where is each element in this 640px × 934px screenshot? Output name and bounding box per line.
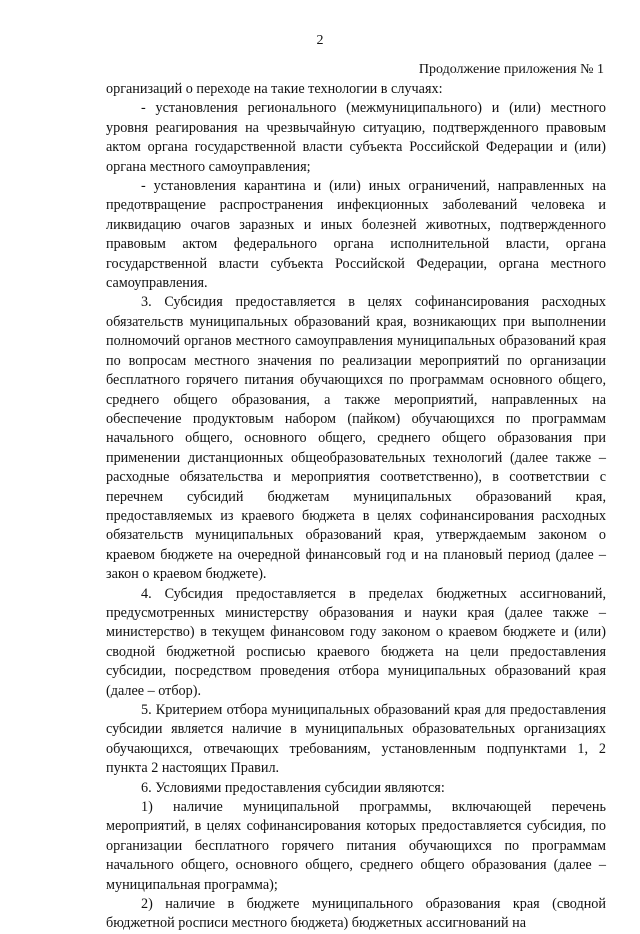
paragraph: - установления регионального (межмуниципального) и (или) местного уровня реагирования на чрезвычайную ситуацию, подтвержденного правовым актом органа государственной власти субъекта Российской Федерации и (или) органа местного самоуправления;: [106, 100, 606, 175]
paragraph: 3. Субсидия предоставляется в целях софинансирования расходных обязательств муниципальных образований края, возникающих при выполнении полномочий органов местного самоуправления муниципальных образований края по вопросам местного значения по реализации мероприятий по организации бесплатного горячего питания обучающихся по программам основного общего, среднего общего образования, а также мероприятий, направленных на обеспечение продуктовым набором (пайком) обучающихся по программам начального общего, основного общего, среднего общего образования при применении дистанционных общеобразовательных технологий (далее также – расходные обязательства и мероприятия соответственно), в соответствии с перечнем субсидий бюджетам муниципальных образований края, предоставляемых из краевого бюджета в целях софинансирования расходных обязательств муниципальных образований края, утверждаемым законом о краевом бюджете на очередной финансовый год и на плановый период (далее – закон о краевом бюджете).: [106, 294, 606, 583]
page-number: 2: [316, 33, 324, 48]
paragraph: 1) наличие муниципальной программы, включающей перечень мероприятий, в целях софинансирования которых предоставляется субсидия, по организации бесплатного горячего питания обучающихся по программам начального общего, основного общего, среднего общего образования (далее – муниципальная программа);: [106, 799, 606, 893]
paragraph: 5. Критерием отбора муниципальных образований края для предоставления субсидии является наличие в муниципальных образовательных организациях обучающихся, отвечающих требованиям, установленным подпунктами 1, 2 пункта 2 настоящих Правил.: [106, 702, 606, 777]
paragraph: - установления карантина и (или) иных ограничений, направленных на предотвращение распространения инфекционных заболеваний человека и ликвидацию очагов заразных и иных болезней животных, подтвержденного правовым актом федерального органа исполнительной власти, органа государственной власти субъекта Российской Федерации, органа местного самоуправления.: [106, 178, 606, 292]
paragraph: организаций о переходе на такие технологии в случаях:: [106, 81, 443, 97]
document-body: [106, 80, 606, 934]
appendix-continuation-label: Продолжение приложения № 1: [418, 62, 604, 77]
paragraph: 4. Субсидия предоставляется в пределах бюджетных ассигнований, предусмотренных министерству образования и науки края (далее также – министерство) в текущем финансовом году законом о краевом бюджете и (или) сводной бюджетной росписью краевого бюджета на цели предоставления субсидии, посредством проведения отбора муниципальных образований края (далее – отбор).: [106, 585, 606, 699]
paragraph: 2) наличие в бюджете муниципального образования края (сводной бюджетной росписи местного бюджета) бюджетных ассигнований на: [106, 896, 606, 932]
paragraph: 6. Условиями предоставления субсидии являются:: [141, 779, 445, 796]
